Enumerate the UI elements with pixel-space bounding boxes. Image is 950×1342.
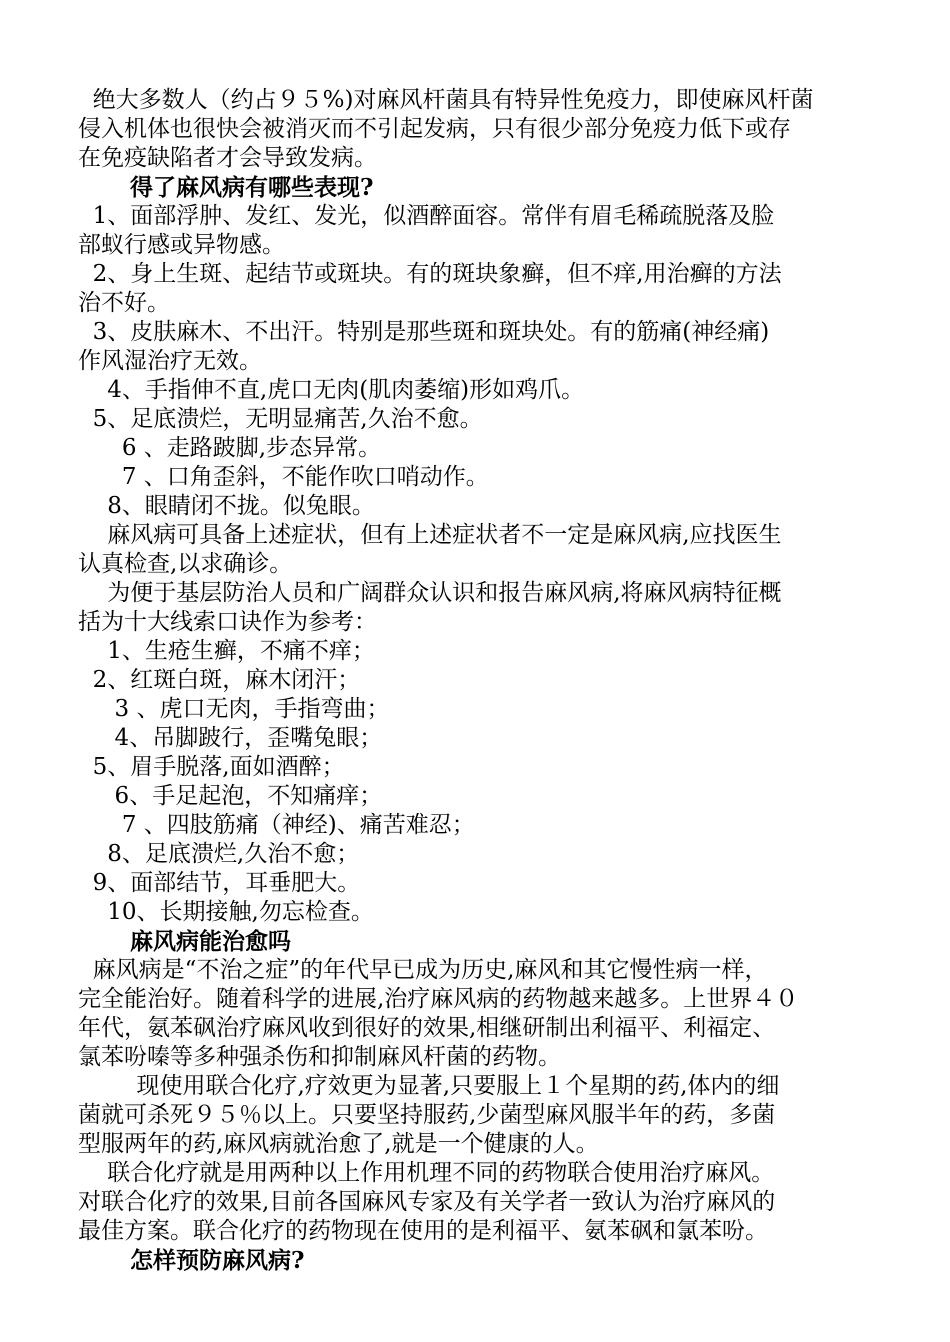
text-line: 7 、口角歪斜，不能作吹口哨动作。 (78, 464, 489, 490)
list-item: 6、手足起泡，不知痛痒； (78, 783, 383, 809)
intro-paragraph (78, 86, 878, 173)
list-item: 1、生疮生癣，不痛不痒； (78, 638, 375, 664)
text-line: 认真检查,以求确诊。 (78, 551, 293, 577)
text-line: 在免疫缺陷者才会导致发病。 (78, 145, 377, 171)
text-line: 1、面部浮肿、发红、发光，似酒醉面容。常伴有眉毛稀疏脱落及脸 (78, 203, 775, 229)
heading-cure: 麻风病能治愈吗 (130, 928, 291, 955)
text-line: 侵入机体也很快会被消灭而不引起发病，只有很少部分免疫力低下或存 (78, 116, 791, 142)
list-item: 10、长期接触,勿忘检查。 (78, 899, 374, 925)
cure-section (78, 956, 878, 1246)
text-line: 最佳方案。联合化疗的药物现在使用的是利福平、氨苯砜和氯苯吩。 (78, 1218, 768, 1244)
text-line: 治不好。 (78, 290, 170, 316)
text-line: 为便于基层防治人员和广阔群众认识和报告麻风病,将麻风病特征概 (78, 580, 782, 606)
text-line: 4、手指伸不直,虎口无肉(肌肉萎缩)形如鸡爪。 (78, 377, 585, 403)
text-line: 3、皮肤麻木、不出汗。特别是那些斑和斑块处。有的筋痛(神经痛) (78, 319, 770, 345)
text-line: 现使用联合化疗,疗效更为显著,只要服上１个星期的药,体内的细 (78, 1073, 780, 1099)
text-line: 完全能治好。随着科学的进展,治疗麻风病的药物越来越多。上世界４０ (78, 986, 799, 1012)
heading-prevent: 怎样预防麻风病? (130, 1247, 305, 1274)
list-item: 4、吊脚跛行，歪嘴兔眼； (78, 725, 383, 751)
text-line: 绝大多数人（约占９５%)对麻风杆菌具有特异性免疫力，即使麻风杆菌 (78, 87, 814, 113)
text-line: 联合化疗就是用两种以上作用机理不同的药物联合使用治疗麻风。 (78, 1160, 775, 1186)
list-item: 7 、四肢筋痛（神经)、痛苦难忍； (78, 812, 475, 838)
text-line: 括为十大线索口诀作为参考： (78, 609, 377, 635)
list-item: 2、红斑白斑，麻木闭汗； (78, 667, 361, 693)
text-line: 氯苯吩嗪等多种强杀伤和抑制麻风杆菌的药物。 (78, 1044, 561, 1070)
list-item: 8、足底溃烂,久治不愈； (78, 841, 360, 867)
heading-symptoms: 得了麻风病有哪些表现? (130, 174, 374, 201)
mnemonic-list (78, 637, 878, 927)
list-item: 3 、虎口无肉，手指弯曲； (78, 696, 390, 722)
symptoms-section (78, 202, 878, 637)
text-line: 6 、走路跛脚,步态异常。 (78, 435, 382, 461)
text-line: 年代，氨苯砜治疗麻风收到很好的效果,相继研制出利福平、利福定、 (78, 1015, 776, 1041)
text-line: 2、身上生斑、起结节或斑块。有的斑块象癣，但不痒,用治癣的方法 (78, 261, 782, 287)
text-line: 部蚁行感或异物感。 (78, 232, 285, 258)
text-line: 5、足底溃烂，无明显痛苦,久治不愈。 (78, 406, 483, 432)
document-page (78, 86, 878, 1275)
text-line: 型服两年的药,麻风病就治愈了,就是一个健康的人。 (78, 1131, 599, 1157)
text-line: 麻风病是“不治之症”的年代早已成为历史,麻风和其它慢性病一样， (78, 957, 768, 983)
text-line: 麻风病可具备上述症状，但有上述症状者不一定是麻风病,应找医生 (78, 522, 782, 548)
text-line: 菌就可杀死９５％以上。只要坚持服药,少菌型麻风服半年的药，多菌 (78, 1102, 776, 1128)
list-item: 5、眉手脱落,面如酒醉； (78, 754, 345, 780)
list-item: 9、面部结节，耳垂肥大。 (78, 870, 361, 896)
text-line: 作风湿治疗无效。 (78, 348, 262, 374)
text-line: 8、眼睛闭不拢。似兔眼。 (78, 493, 375, 519)
text-line: 对联合化疗的效果,目前各国麻风专家及有关学者一致认为治疗麻风的 (78, 1189, 776, 1215)
